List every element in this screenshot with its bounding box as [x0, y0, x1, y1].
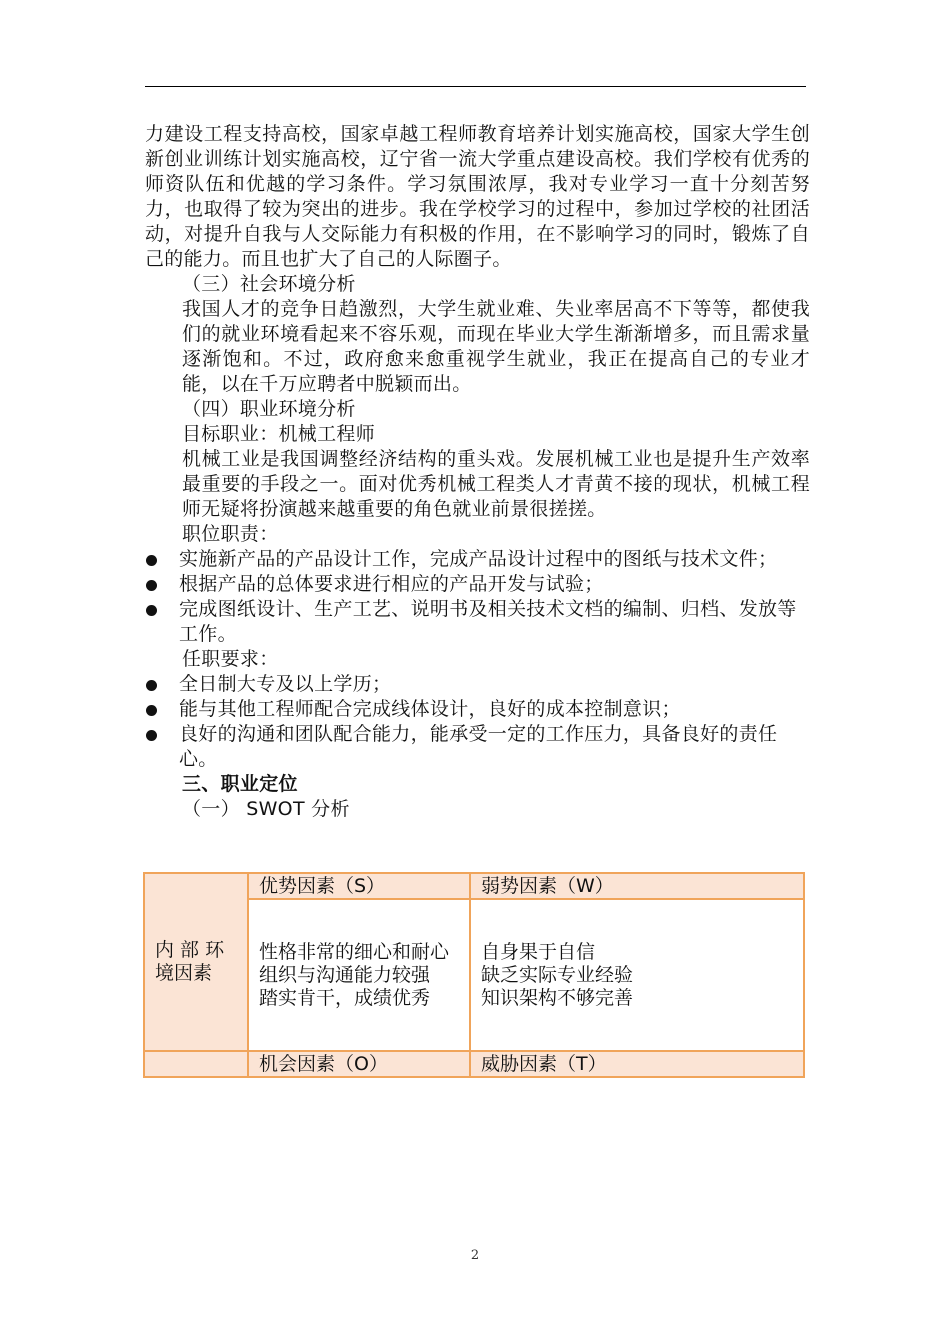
requirement-text: 全日制大专及以上学历； — [179, 673, 392, 695]
bullet-icon — [146, 680, 157, 691]
header-rule — [145, 86, 806, 87]
opportunities-header: 机会因素（O） — [248, 1051, 470, 1077]
bullet-icon — [146, 705, 157, 716]
target-career: 目标职业：机械工程师 — [182, 423, 376, 445]
bullet-icon — [146, 605, 157, 616]
duty-item — [145, 572, 810, 597]
swot-table — [143, 872, 805, 1078]
strengths-header: 优势因素（S） — [248, 873, 470, 899]
paragraph-social-text: 我国人才的竞争日趋激烈，大学生就业难、失业率居高不下等等，都使我们的就业环境看起来不容乐观，而现在毕业大学生渐渐增多，而且需求量逐渐饱和。不过，政府愈来愈重视学生就业，我正在提高自己的专业才能，以在千万应聘者中脱颖而出。 — [182, 298, 810, 395]
internal-factors-label: 内 部 环境因素 — [144, 873, 248, 1051]
requirement-text: 良好的沟通和团队配合能力，能承受一定的工作压力，具备良好的责任心。 — [179, 723, 778, 770]
swot-footer-row — [144, 1051, 804, 1077]
document-body — [145, 122, 810, 822]
duty-text: 实施新产品的产品设计工作，完成产品设计过程中的图纸与技术文件； — [179, 548, 778, 570]
bullet-icon — [146, 555, 157, 566]
requirement-item — [145, 697, 810, 722]
heading-career-environment: （四）职业环境分析 — [182, 398, 356, 420]
strength-item: 踏实肯干，成绩优秀 — [259, 986, 431, 1009]
requirements-label: 任职要求： — [182, 648, 279, 670]
paragraph-social — [145, 297, 810, 397]
requirement-item — [145, 672, 810, 697]
requirement-text: 能与其他工程师配合完成线体设计，良好的成本控制意识； — [179, 698, 681, 720]
heading-social-environment: （三）社会环境分析 — [182, 273, 356, 295]
weakness-item: 自身果于自信 — [481, 940, 596, 963]
threats-header: 威胁因素（T） — [470, 1051, 804, 1077]
duty-item — [145, 547, 810, 572]
bullet-icon — [146, 580, 157, 591]
bullet-icon — [146, 730, 157, 741]
swot-header-row — [144, 873, 804, 899]
duty-text: 完成图纸设计、生产工艺、说明书及相关技术文档的编制、归档、发放等工作。 — [179, 598, 797, 645]
swot-subheading: （一） SWOT 分析 — [182, 798, 350, 820]
weakness-item: 缺乏实际专业经验 — [481, 963, 634, 986]
strengths-cell — [248, 899, 470, 1051]
weaknesses-header: 弱势因素（W） — [470, 873, 804, 899]
duty-item — [145, 597, 810, 647]
section-heading-career-positioning: 三、职业定位 — [182, 773, 298, 795]
strength-item: 性格非常的细心和耐心 — [259, 940, 450, 963]
weakness-item: 知识架构不够完善 — [481, 986, 634, 1009]
requirement-item — [145, 722, 810, 772]
duty-text: 根据产品的总体要求进行相应的产品开发与试验； — [179, 573, 604, 595]
page-number: 2 — [470, 1248, 480, 1263]
strength-item: 组织与沟通能力较强 — [259, 963, 431, 986]
external-factors-label — [144, 1051, 248, 1077]
paragraph-career: 机械工业是我国调整经济结构的重头戏。发展机械工业也是提升生产效率最重要的手段之一。面对优秀机械工程类人才青黄不接的现状，机械工程师无疑将扮演越来越重要的角色就业前景很搓搓。 — [182, 448, 810, 520]
duties-label: 职位职责： — [182, 523, 279, 545]
paragraph-school: 力建设工程支持高校，国家卓越工程师教育培养计划实施高校，国家大学生创新创业训练计划实施高校，辽宁省一流大学重点建设高校。我们学校有优秀的师资队伍和优越的学习条件。学习氛围浓厚，我对专业学习一直十分刻苦努力，也取得了较为突出的进步。我在学校学习的过程中，参加过学校的社团活动，对提升自我与人交际能力有积极的作用，在不影响学习的同时，锻炼了自己的能力。而且也扩大了自己的人际圈子。 — [145, 123, 810, 270]
weaknesses-cell — [470, 899, 804, 1051]
